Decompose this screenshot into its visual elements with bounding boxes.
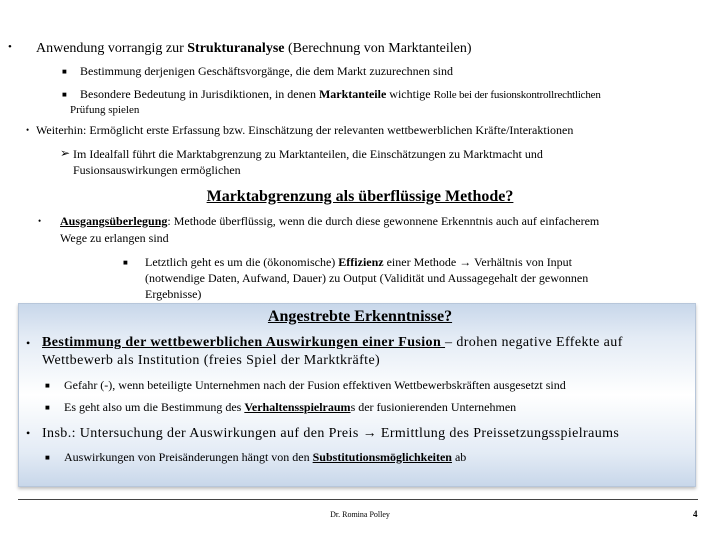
section3-bullet2-text: Insb.: Untersuchung der Auswirkungen auf den Preis → Ermittlung des Preissetzungsspielraums	[42, 426, 620, 441]
underlined-label: Ausgangsüberlegung	[60, 214, 168, 228]
square-bullet-marker: ■	[62, 90, 67, 99]
text-segment: ab	[451, 450, 467, 464]
section3-sub2-text	[64, 400, 516, 415]
text-segment: Besondere Bedeutung in Jurisdiktionen, in denen	[80, 87, 319, 101]
bullet-marker: •	[8, 41, 12, 53]
section2-heading: Marktabgrenzung als überflüssige Methode?	[206, 188, 514, 205]
text-segment: Es geht also um die Bestimmung des	[64, 400, 245, 414]
section2-sub-line3: Ergebnisse)	[145, 287, 202, 301]
section2-sub-line1	[145, 255, 572, 270]
section3-bullet1-line1	[42, 334, 623, 351]
bullet-marker: •	[26, 125, 30, 135]
footer-divider	[18, 499, 698, 500]
bold-term: Strukturanalyse	[187, 41, 285, 56]
section3-bullet1-line2: Wettbewerb als Institution (freies Spiel der Marktkräfte)	[42, 353, 381, 368]
section1-bullet1-text	[36, 40, 471, 57]
footer-author: Dr. Romina Polley	[330, 510, 390, 519]
section2-bullet-line1	[60, 214, 599, 229]
square-bullet-marker: ■	[45, 381, 50, 390]
small-text-segment: Rolle bei der fusionskontrollrechtlichen	[433, 89, 601, 101]
text-segment: (Berechnung von Marktanteilen)	[284, 41, 472, 56]
square-bullet-marker: ■	[62, 67, 67, 76]
text-segment: : Methode überflüssig, wenn die durch diese gewonnene Erkenntnis auch auf einfacherem	[167, 214, 600, 228]
section1-sub1-text: Bestimmung derjenigen Geschäftsvorgänge, die dem Markt zuzurechnen sind	[80, 64, 454, 78]
text-segment: Auswirkungen von Preisänderungen hängt von den	[64, 450, 313, 464]
underlined-term: Verhaltensspielraum	[244, 400, 351, 414]
section3-heading: Angestrebte Erkenntnisse?	[267, 308, 453, 325]
section1-arrow-line2: Fusionsauswirkungen ermöglichen	[73, 163, 241, 177]
section1-sub2-text	[80, 87, 601, 102]
bold-term: Effizienz	[338, 255, 384, 269]
text-segment: – drohen negative Effekte auf	[445, 335, 623, 350]
bullet-marker: •	[26, 336, 31, 350]
section1-arrow-line1: Im Idealfall führt die Marktabgrenzung zu Marktanteilen, die Einschätzungen zu Marktmacht und	[73, 147, 543, 161]
underlined-term: Substitutionsmöglichkeiten	[312, 450, 452, 464]
text-segment: Anwendung vorrangig zur	[36, 41, 188, 56]
square-bullet-marker: ■	[45, 453, 50, 462]
section2-bullet-line2: Wege zu erlangen sind	[60, 231, 169, 245]
section1-sub2-continuation: Prüfung spielen	[70, 104, 140, 116]
text-segment: wichtige	[386, 87, 434, 101]
square-bullet-marker: ■	[123, 258, 128, 267]
underlined-term: Bestimmung der wettbewerblichen Auswirkungen einer Fusion	[42, 335, 446, 350]
section2-sub-line2: (notwendige Daten, Aufwand, Dauer) zu Output (Validität und Aussagegehalt der gewonnen	[145, 271, 589, 285]
section3-sub1-text: Gefahr (-), wenn beteiligte Unternehmen nach der Fusion effektiven Wettbewerbskräften ausgesetzt sind	[64, 378, 566, 392]
text-segment: Letztlich geht es um die (ökonomische)	[145, 255, 339, 269]
page-number: 4	[693, 509, 698, 519]
bullet-marker: •	[26, 426, 31, 440]
text-segment: einer Methode → Verhältnis von Input	[383, 255, 573, 269]
square-bullet-marker: ■	[45, 403, 50, 412]
bullet-marker: •	[38, 216, 42, 226]
section1-bullet2-text: Weiterhin: Ermöglicht erste Erfassung bzw. Einschätzung der relevanten wettbewerblichen Kräfte/Interaktionen	[36, 123, 574, 137]
arrow-bullet-icon: ➢	[60, 146, 71, 160]
section3-bullet2-sub	[64, 450, 466, 465]
bold-term: Marktanteile	[318, 87, 387, 101]
text-segment: s der fusionierenden Unternehmen	[350, 400, 517, 414]
